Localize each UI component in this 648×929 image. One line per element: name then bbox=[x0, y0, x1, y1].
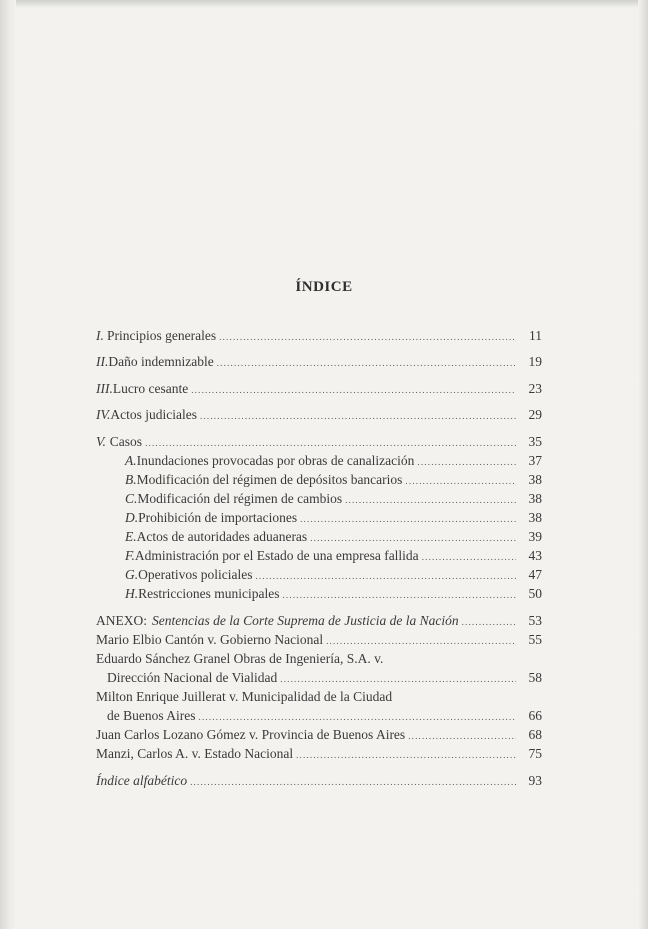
toc-entry-subsection-b[interactable] bbox=[125, 472, 542, 489]
chapter-number: III. bbox=[96, 381, 113, 396]
dot-leader bbox=[310, 530, 516, 546]
entry-title: Actos judiciales bbox=[110, 407, 197, 422]
toc-entry-subsection-c[interactable] bbox=[125, 491, 542, 508]
chapter-number: V. bbox=[96, 434, 106, 449]
page-number: 38 bbox=[528, 510, 542, 525]
toc-entry-case-5[interactable] bbox=[96, 746, 542, 763]
dot-leader bbox=[255, 568, 516, 584]
toc-entry-chapter-3[interactable] bbox=[96, 381, 542, 398]
toc-entry-case-3-line1[interactable] bbox=[96, 689, 542, 705]
toc-entry-case-1[interactable] bbox=[96, 632, 542, 649]
case-title: Manzi, Carlos A. v. Estado Nacional bbox=[96, 746, 294, 761]
dot-leader bbox=[217, 355, 516, 371]
page-number: 39 bbox=[528, 529, 542, 544]
chapter-number: IV. bbox=[96, 407, 111, 422]
dot-leader bbox=[190, 774, 516, 790]
entry-title: Daño indemnizable bbox=[108, 354, 214, 369]
page-number: 38 bbox=[528, 491, 542, 506]
subsection-letter: C. bbox=[125, 491, 138, 506]
chapter-number: I. bbox=[96, 328, 104, 343]
case-title: Mario Elbio Cantón v. Gobierno Nacional bbox=[96, 632, 324, 647]
entry-title: Principios generales bbox=[107, 328, 217, 343]
toc-entry-chapter-2[interactable] bbox=[96, 354, 542, 371]
case-title: Eduardo Sánchez Granel Obras de Ingeniería, S.A. v. bbox=[96, 651, 384, 666]
dot-leader bbox=[145, 435, 516, 451]
dot-leader bbox=[345, 492, 516, 508]
page-number: 66 bbox=[528, 708, 542, 723]
chapter-number: II. bbox=[96, 354, 109, 369]
page-number: 37 bbox=[528, 453, 542, 468]
anexo-title: Sentencias de la Corte Suprema de Justicia de la Nación bbox=[152, 613, 459, 628]
dot-leader bbox=[280, 671, 516, 687]
dot-leader bbox=[462, 614, 516, 630]
anexo-label: ANEXO: bbox=[96, 613, 147, 628]
entry-title: Casos bbox=[109, 434, 143, 449]
toc-entry-case-2-line2[interactable] bbox=[107, 670, 542, 687]
subsection-letter: D. bbox=[125, 510, 139, 525]
toc-entry-subsection-a[interactable] bbox=[125, 453, 542, 470]
dot-leader bbox=[282, 587, 516, 603]
entry-title: Actos de autoridades aduaneras bbox=[136, 529, 308, 544]
page-number: 47 bbox=[528, 567, 542, 582]
entry-title: Administración por el Estado de una empresa fallida bbox=[134, 548, 419, 563]
toc-entry-chapter-5[interactable] bbox=[96, 434, 542, 451]
toc-entry-index[interactable] bbox=[96, 773, 542, 790]
page-number: 38 bbox=[528, 472, 542, 487]
page-title: ÍNDICE bbox=[295, 279, 353, 295]
toc-entry-subsection-g[interactable] bbox=[125, 567, 542, 584]
case-title-continued: Dirección Nacional de Vialidad bbox=[107, 670, 278, 685]
entry-title: Restricciones municipales bbox=[138, 586, 280, 601]
page-number: 68 bbox=[528, 727, 542, 742]
page-number: 19 bbox=[528, 354, 542, 369]
entry-title: Inundaciones provocadas por obras de canalización bbox=[136, 453, 415, 468]
dot-leader bbox=[408, 728, 516, 744]
page-number: 23 bbox=[528, 381, 542, 396]
subsection-letter: E. bbox=[125, 529, 137, 544]
page-number: 43 bbox=[528, 548, 542, 563]
page-number: 93 bbox=[528, 773, 542, 788]
toc-entry-subsection-d[interactable] bbox=[125, 510, 542, 527]
case-title-continued: de Buenos Aires bbox=[107, 708, 196, 723]
dot-leader bbox=[417, 454, 516, 470]
dot-leader bbox=[422, 549, 516, 565]
toc-entry-subsection-e[interactable] bbox=[125, 529, 542, 546]
subsection-letter: G. bbox=[125, 567, 139, 582]
dot-leader bbox=[296, 747, 516, 763]
page-number: 53 bbox=[528, 613, 542, 628]
entry-title: Modificación del régimen de depósitos bancarios bbox=[136, 472, 403, 487]
dot-leader bbox=[200, 408, 516, 424]
entry-title: Operativos policiales bbox=[138, 567, 253, 582]
dot-leader bbox=[219, 329, 516, 345]
page-number: 11 bbox=[529, 328, 542, 343]
toc-entry-case-2-line1[interactable] bbox=[96, 651, 542, 667]
page-number: 55 bbox=[528, 632, 542, 647]
subsection-letter: H. bbox=[125, 586, 139, 601]
page-number: 50 bbox=[528, 586, 542, 601]
page-number: 35 bbox=[528, 434, 542, 449]
toc-entry-chapter-1[interactable] bbox=[96, 328, 542, 345]
page-number: 58 bbox=[528, 670, 542, 685]
entry-title: Modificación del régimen de cambios bbox=[137, 491, 343, 506]
toc-entry-case-4[interactable] bbox=[96, 727, 542, 744]
dot-leader bbox=[199, 709, 517, 725]
index-title: Índice alfabético bbox=[96, 773, 188, 788]
page-number: 75 bbox=[528, 746, 542, 761]
subsection-letter: B. bbox=[125, 472, 137, 487]
entry-title: Prohibición de importaciones bbox=[138, 510, 298, 525]
case-title: Juan Carlos Lozano Gómez v. Provincia de Buenos Aires bbox=[96, 727, 406, 742]
subsection-letter: A. bbox=[125, 453, 137, 468]
toc-entry-subsection-f[interactable] bbox=[125, 548, 542, 565]
dot-leader bbox=[300, 511, 516, 527]
toc-entry-subsection-h[interactable] bbox=[125, 586, 542, 603]
dot-leader bbox=[191, 382, 516, 398]
toc-entry-case-3-line2[interactable] bbox=[107, 708, 542, 725]
entry-title: Lucro cesante bbox=[112, 381, 189, 396]
page-number: 29 bbox=[528, 407, 542, 422]
case-title: Milton Enrique Juillerat v. Municipalidad de la Ciudad bbox=[96, 689, 393, 704]
dot-leader bbox=[405, 473, 516, 489]
toc-entry-chapter-4[interactable] bbox=[96, 407, 542, 424]
dot-leader bbox=[326, 633, 516, 649]
subsection-letter: F. bbox=[125, 548, 135, 563]
toc-entry-anexo[interactable] bbox=[96, 613, 542, 630]
